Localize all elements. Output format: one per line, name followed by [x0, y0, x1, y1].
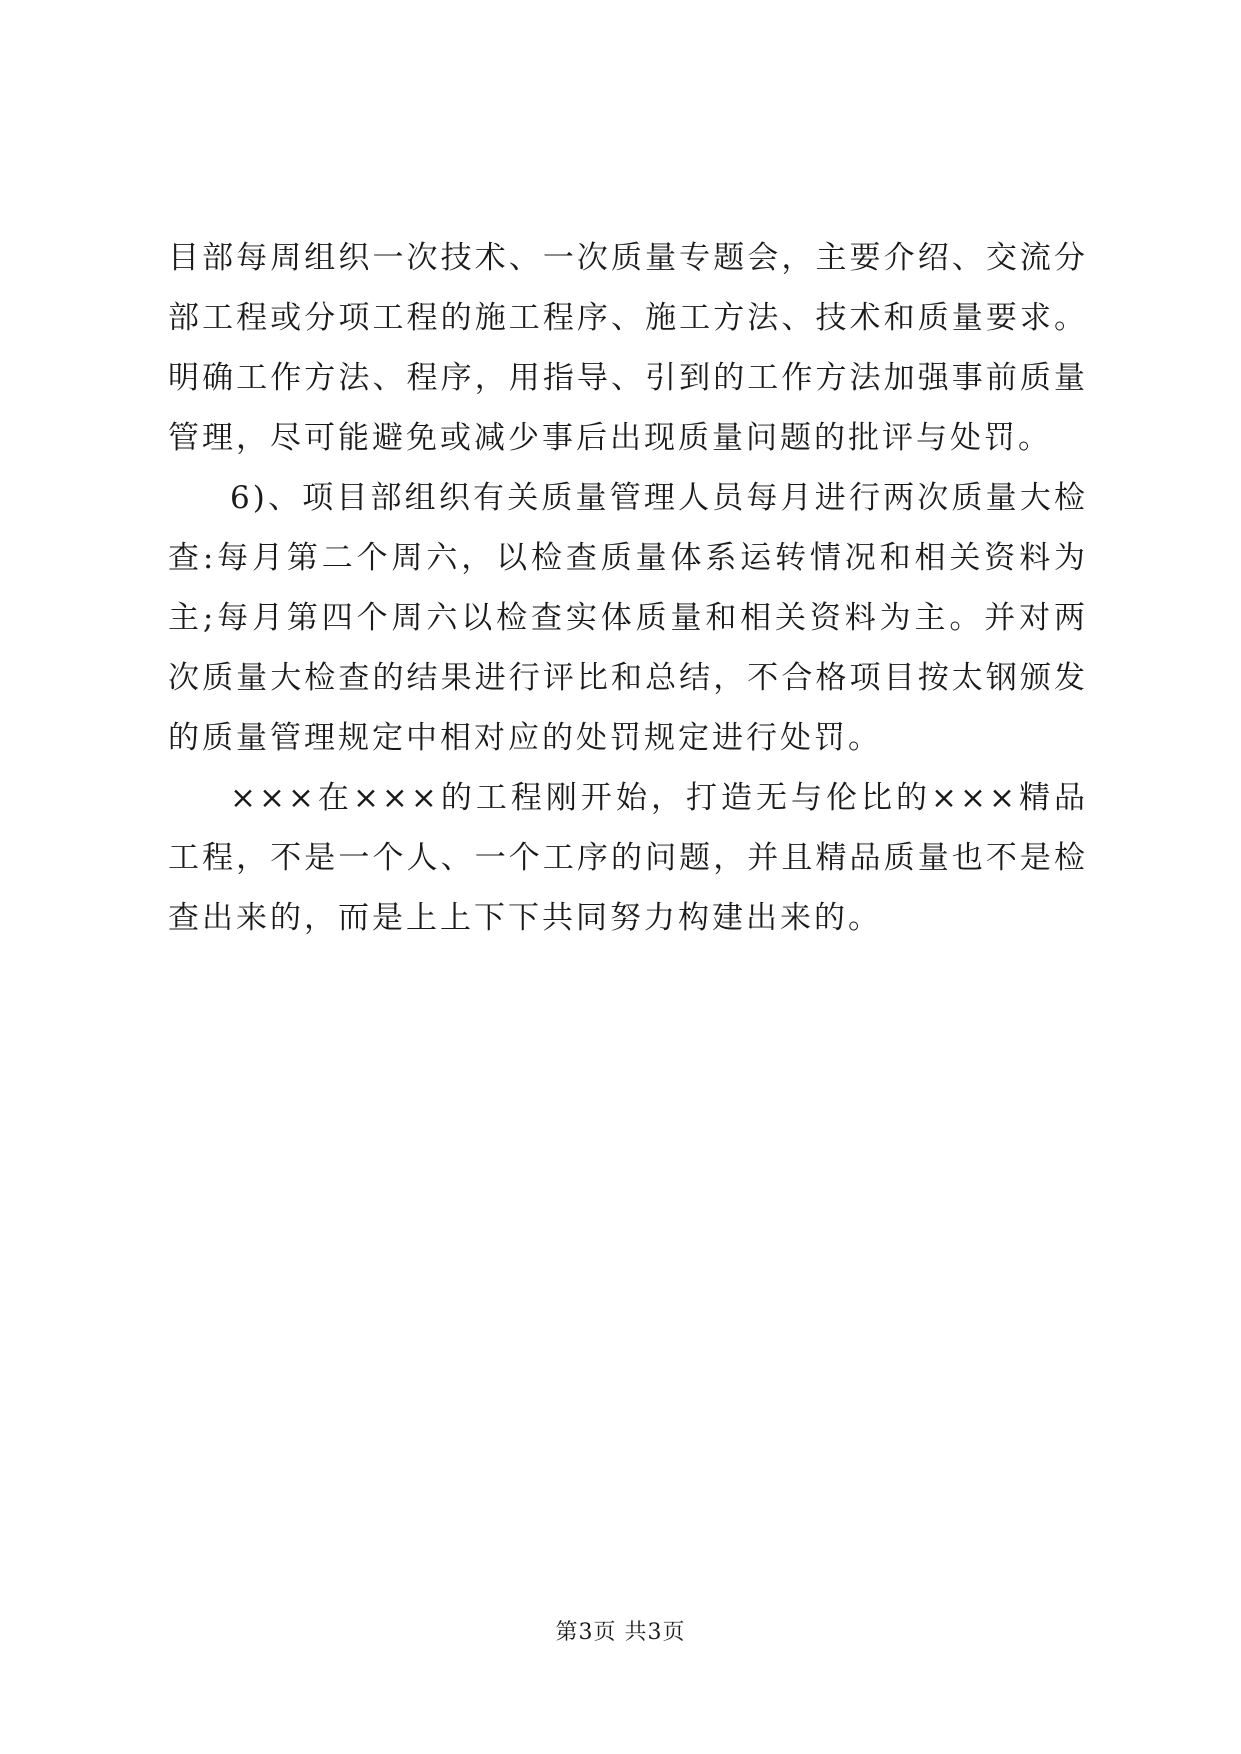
paragraph-monthly-inspection: 6)、项目部组织有关质量管理人员每月进行两次质量大检查:每月第二个周六，以检查质量体系运转情况和相关资料为主;每月第四个周六以检查实体质量和相关资料为主。并对两次质量大检查的结果进行评比和总结，不合格项目按太钢颁发的质量管理规定中相对应的处罚规定进行处罚。 [168, 480, 1088, 756]
paragraph-conclusion: ×××在×××的工程刚开始，打造无与伦比的×××精品工程，不是一个人、一个工序的问题，并且精品质量也不是检查出来的，而是上上下下共同努力构建出来的。 [168, 780, 1088, 936]
page-number-footer: 第3页 共3页 [555, 1620, 686, 1645]
document-body [168, 228, 1088, 948]
paragraph-continuation: 目部每周组织一次技术、一次质量专题会，主要介绍、交流分部工程或分项工程的施工程序、施工方法、技术和质量要求。明确工作方法、程序，用指导、引到的工作方法加强事前质量管理，尽可能避免或减少事后出现质量问题的批评与处罚。 [168, 240, 1088, 456]
